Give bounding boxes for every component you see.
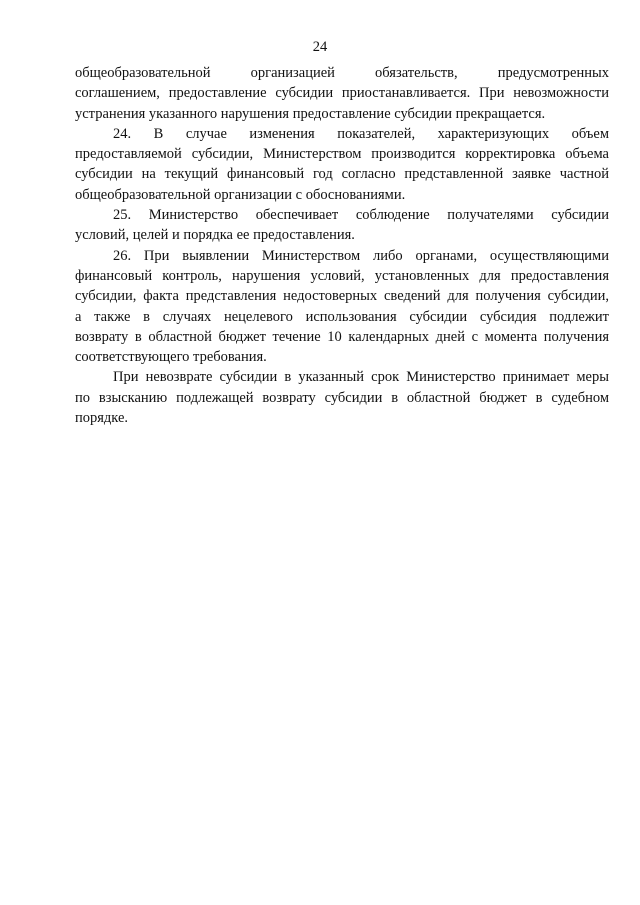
text-line: 26. При выявлении Министерством либо органами, осуществляющими	[113, 247, 609, 264]
text-line: 24. В случае изменения показателей, характеризующих объем	[113, 125, 609, 142]
text-line: субсидии на текущий финансовый год согласно представленной заявке частной	[75, 166, 609, 183]
text-line: соответствующего требования.	[75, 349, 267, 366]
text-line: порядке.	[75, 410, 129, 427]
body-text	[75, 63, 609, 428]
text-line: условий, целей и порядка ее предоставления.	[75, 227, 355, 244]
text-line: по взысканию подлежащей возврату субсидии в областной бюджет в судебном	[75, 389, 609, 406]
page-number: 24	[312, 39, 328, 55]
text-line: а также в случаях нецелевого использования субсидии субсидия подлежит	[75, 308, 609, 325]
text-line: общеобразовательной организацией обязательств, предусмотренных	[75, 65, 609, 81]
text-line: предоставляемой субсидии, Министерством производится корректировка объема	[75, 146, 609, 163]
text-line: При невозврате субсидии в указанный срок Министерство принимает меры	[113, 369, 609, 386]
text-line: соглашением, предоставление субсидии приостанавливается. При невозможности	[75, 85, 609, 102]
text-line: 25. Министерство обеспечивает соблюдение получателями субсидии	[113, 207, 609, 224]
text-line: возврату в областной бюджет течение 10 календарных дней с момента получения	[75, 328, 609, 345]
text-line: субсидии, факта представления недостоверных сведений для получения субсидии,	[75, 288, 609, 305]
text-line: устранения указанного нарушения предоставление субсидии прекращается.	[75, 105, 546, 122]
text-line: общеобразовательной организации с обоснованиями.	[75, 186, 406, 203]
text-line: финансовый контроль, нарушения условий, установленных для предоставления	[75, 267, 609, 284]
